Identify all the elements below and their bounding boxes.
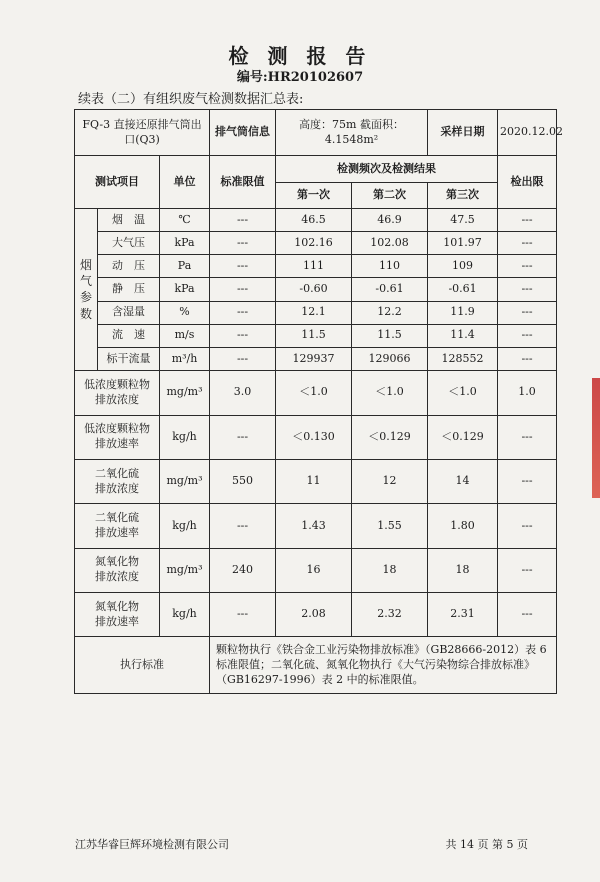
pollutant-unit: kg/h [160, 593, 210, 637]
company-name: 江苏华睿巨辉环境检测有限公司 [75, 838, 229, 851]
pollutant-limit: --- [210, 504, 276, 548]
param-unit: kPa [160, 278, 210, 301]
pollutant-v1: 1.43 [276, 504, 352, 548]
col-item: 测试项目 [75, 156, 160, 208]
pollutant-unit: mg/m³ [160, 371, 210, 415]
table-row [75, 278, 557, 301]
table-row [75, 232, 557, 255]
param-dl: --- [498, 232, 557, 255]
table-subtitle: 续表（二）有组织废气检测数据汇总表: [78, 92, 304, 107]
param-name: 流 速 [98, 324, 160, 347]
pollutant-name-line2: 排放浓度 [95, 570, 139, 584]
param-v3: 101.97 [428, 232, 498, 255]
param-v1: 12.1 [276, 301, 352, 324]
standard-row [75, 637, 557, 694]
param-unit: m³/h [160, 347, 210, 370]
flue-char: 烟 [79, 258, 92, 273]
flue-group-label [75, 208, 98, 370]
flue-char: 气 [79, 274, 92, 289]
pollutant-limit: --- [210, 593, 276, 637]
pollutant-unit: mg/m³ [160, 548, 210, 592]
pollutant-v3: 18 [428, 548, 498, 592]
pollutant-name-line1: 氮氧化物 [95, 599, 139, 613]
param-v2: -0.61 [352, 278, 428, 301]
pollutant-name-line2: 排放浓度 [95, 392, 139, 406]
table-row [75, 347, 557, 370]
pollutant-name-line1: 二氧化硫 [95, 511, 139, 525]
table-row [75, 324, 557, 347]
stack-info: 高度：75m 截面积：4.1548m² [276, 110, 428, 156]
param-unit: % [160, 301, 210, 324]
pollutant-v2: ＜0.129 [352, 415, 428, 459]
pollutant-v1: 2.08 [276, 593, 352, 637]
report-number-value: HR20102607 [267, 70, 364, 85]
col-limit: 标准限值 [210, 156, 276, 208]
pollutant-name-line2: 排放浓度 [95, 481, 139, 495]
param-dl: --- [498, 301, 557, 324]
param-name: 烟 温 [98, 208, 160, 231]
pollutant-dl: --- [498, 548, 557, 592]
pollutant-limit: 3.0 [210, 371, 276, 415]
param-v1: 46.5 [276, 208, 352, 231]
param-v2: 11.5 [352, 324, 428, 347]
pollutant-name-line2: 排放速率 [95, 437, 139, 451]
pollutant-dl: --- [498, 593, 557, 637]
emission-data-table [74, 109, 564, 694]
pollutant-v3: 14 [428, 459, 498, 503]
pollutant-name-line2: 排放速率 [95, 614, 139, 628]
standard-text: 颗粒物执行《铁合金工业污染物排放标准》（GB28666-2012）表 6 标准限值；二氧化硫、氮氧化物执行《大气污染物综合排放标准》（GB16297-1996）表 2 中的标准限值。 [210, 637, 557, 694]
pollutant-unit: mg/m³ [160, 459, 210, 503]
pollutant-v2: 2.32 [352, 593, 428, 637]
pollutant-name [75, 548, 160, 592]
param-v1: 102.16 [276, 232, 352, 255]
param-dl: --- [498, 278, 557, 301]
param-name: 静 压 [98, 278, 160, 301]
param-v1: 129937 [276, 347, 352, 370]
param-name: 动 压 [98, 255, 160, 278]
param-dl: --- [498, 255, 557, 278]
table-row [75, 504, 557, 548]
param-limit: --- [210, 278, 276, 301]
pollutant-v1: ＜0.130 [276, 415, 352, 459]
param-dl: --- [498, 324, 557, 347]
table-row [75, 208, 557, 231]
param-dl: --- [498, 347, 557, 370]
col-frequency: 检测频次及检测结果 [276, 156, 498, 182]
table-row [75, 301, 557, 324]
pollutant-unit: kg/h [160, 504, 210, 548]
param-unit: kPa [160, 232, 210, 255]
pollutant-name [75, 459, 160, 503]
pollutant-name-line1: 低浓度颗粒物 [84, 377, 150, 391]
param-v1: 11.5 [276, 324, 352, 347]
param-name: 大气压 [98, 232, 160, 255]
pollutant-name-line1: 氮氧化物 [95, 555, 139, 569]
sample-date-label: 采样日期 [428, 110, 498, 156]
info-row [75, 110, 557, 156]
pollutant-v1: 16 [276, 548, 352, 592]
param-name: 标干流量 [98, 347, 160, 370]
param-v1: -0.60 [276, 278, 352, 301]
flue-char: 数 [79, 306, 92, 321]
param-limit: --- [210, 255, 276, 278]
col-unit: 单位 [160, 156, 210, 208]
pollutant-dl: --- [498, 504, 557, 548]
table-row [75, 593, 557, 637]
param-v2: 129066 [352, 347, 428, 370]
col-third: 第三次 [428, 182, 498, 208]
param-v3: 47.5 [428, 208, 498, 231]
col-second: 第二次 [352, 182, 428, 208]
header-row-1 [75, 156, 557, 182]
pollutant-name [75, 504, 160, 548]
pollutant-name [75, 593, 160, 637]
param-v2: 46.9 [352, 208, 428, 231]
sample-date: 2020.12.02 [498, 110, 557, 156]
pollutant-dl: --- [498, 415, 557, 459]
pollutant-v2: 12 [352, 459, 428, 503]
report-title: 检 测 报 告 [228, 44, 372, 68]
pollutant-name-line1: 低浓度颗粒物 [84, 422, 150, 436]
pollutant-limit: 550 [210, 459, 276, 503]
param-v3: -0.61 [428, 278, 498, 301]
pollutant-v3: ＜0.129 [428, 415, 498, 459]
pollutant-dl: 1.0 [498, 371, 557, 415]
table-row [75, 415, 557, 459]
param-v1: 111 [276, 255, 352, 278]
param-v3: 11.9 [428, 301, 498, 324]
pollutant-v3: 2.31 [428, 593, 498, 637]
table-row [75, 548, 557, 592]
param-limit: --- [210, 324, 276, 347]
pollutant-v2: ＜1.0 [352, 371, 428, 415]
pollutant-v2: 1.55 [352, 504, 428, 548]
pollutant-name [75, 371, 160, 415]
stack-info-label: 排气筒信息 [210, 110, 276, 156]
param-v3: 109 [428, 255, 498, 278]
param-v3: 11.4 [428, 324, 498, 347]
param-dl: --- [498, 208, 557, 231]
param-v2: 102.08 [352, 232, 428, 255]
param-v3: 128552 [428, 347, 498, 370]
pollutant-name [75, 415, 160, 459]
pollutant-v3: 1.80 [428, 504, 498, 548]
param-unit: m/s [160, 324, 210, 347]
pollutant-v1: ＜1.0 [276, 371, 352, 415]
param-limit: --- [210, 232, 276, 255]
table-row [75, 459, 557, 503]
param-limit: --- [210, 208, 276, 231]
param-v2: 110 [352, 255, 428, 278]
param-limit: --- [210, 347, 276, 370]
pollutant-v2: 18 [352, 548, 428, 592]
param-v2: 12.2 [352, 301, 428, 324]
pollutant-dl: --- [498, 459, 557, 503]
table-row [75, 255, 557, 278]
source-name: FQ-3 直接还原排气筒出口(Q3) [75, 110, 210, 156]
report-number-label: 编号: [236, 70, 268, 85]
seal-stamp-edge [592, 378, 600, 498]
param-unit: Pa [160, 255, 210, 278]
report-number [0, 66, 600, 85]
param-name: 含湿量 [98, 301, 160, 324]
param-limit: --- [210, 301, 276, 324]
param-unit: ℃ [160, 208, 210, 231]
standard-label: 执行标准 [75, 637, 210, 694]
page-number: 共 14 页 第 5 页 [445, 838, 528, 851]
pollutant-limit: 240 [210, 548, 276, 592]
pollutant-v3: ＜1.0 [428, 371, 498, 415]
col-detect-limit: 检出限 [498, 156, 557, 208]
table-row [75, 371, 557, 415]
pollutant-name-line1: 二氧化硫 [95, 466, 139, 480]
flue-char: 参 [79, 290, 92, 305]
col-first: 第一次 [276, 182, 352, 208]
pollutant-name-line2: 排放速率 [95, 525, 139, 539]
pollutant-limit: --- [210, 415, 276, 459]
pollutant-v1: 11 [276, 459, 352, 503]
pollutant-unit: kg/h [160, 415, 210, 459]
